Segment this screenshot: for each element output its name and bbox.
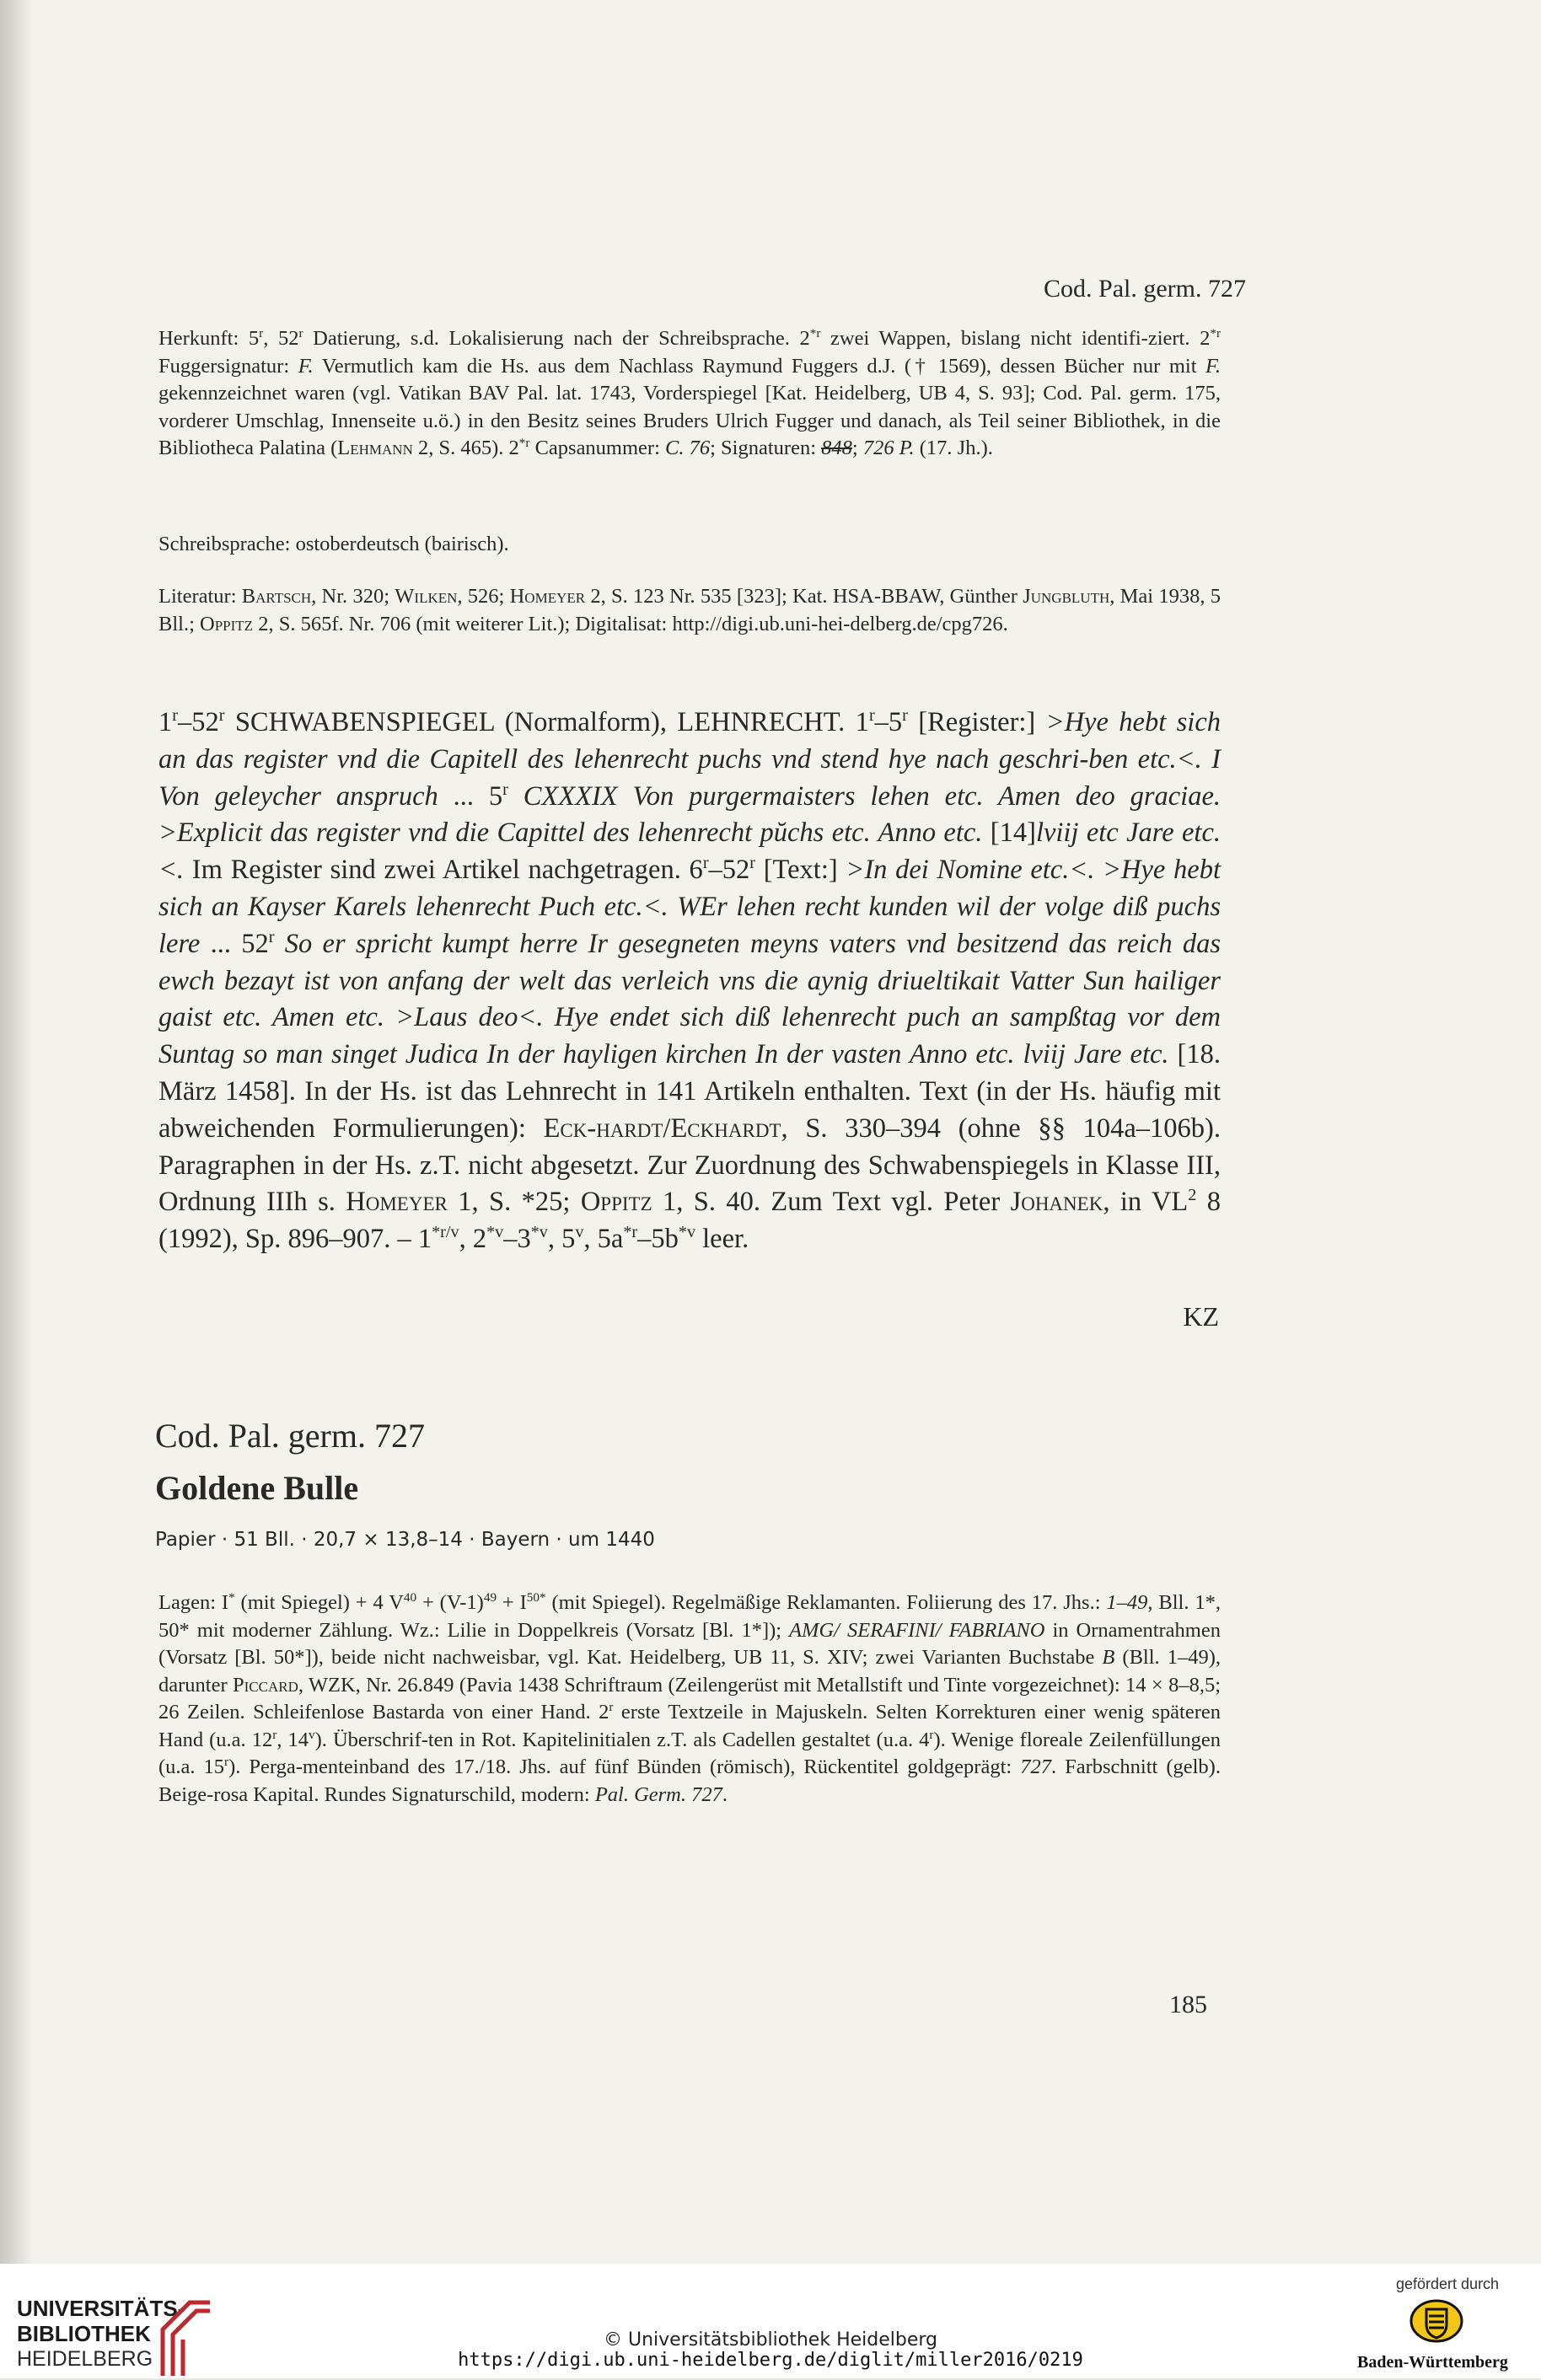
literature-paragraph: Literatur: Bartsch, Nr. 320; Wilken, 526; Homeyer 2, S. 123 Nr. 535 [323]; Kat. HSA-BBAW, Günther Jungbluth, Mai 1938, 5 Bll.; Oppitz 2, S. 565f. Nr. 706 (mit weiterer Lit.); Digitalisat: http://digi.ub.uni-hei-delberg.de/cpg726. <box>158 585 1222 635</box>
author-initials: KZ <box>1183 1301 1219 1332</box>
entry-physical-description: Papier · 51 Bll. · 20,7 × 13,8–14 · Bayern · um 1440 <box>155 1529 655 1551</box>
provenance-paragraph: Herkunft: 5$^r$, 52$^r$ Datierung, s.d. Lokalisierung nach der Schreibsprache. 2$^{*r}$ zwei Wappen, bislang nicht identifi-ziert. 2$^{*r}$ Fuggersignatur: F. Vermutlich kam die Hs. aus dem Nachlass Raymund Fuggers d.J. († 1569), dessen Bücher nur mit F. gekennzeichnet waren (vgl. Vatikan BAV Pal. lat. 1743, Vorderspiegel [Kat. Heidelberg, UB 4, S. 93]; Cod. Pal. germ. 175, vorderer Umschlag, Innenseite u.ö.) in den Besitz seines Bruders Ulrich Fugger und danach, als Teil seiner Bibliothek, in die Bibliotheca Palatina (Lehmann 2, S. 465). 2$^{*r}$ Capsanummer: C. 76; Signaturen: 848; 726 P. (17. Jh.). <box>158 325 1222 459</box>
codicology-paragraph: Lagen: I* (mit Spiegel) + 4 $V^{40} + (V-1)^{49} + I^{50*}$ (mit Spiegel). Regelmäßige Reklamanten. Foliierung des 17. Jhs.: 1–49, Bll. 1*, 50* mit moderner Zählung. Wz.: Lilie in Doppelkreis (Vorsatz [Bl. 1*]); AMG/ SERAFINI/ FABRIANO in Ornamentrahmen (Vorsatz [Bl. 50*]), beide nicht nachweisbar, vgl. Kat. Heidelberg, UB 11, S. XIV; zwei Varianten Buchstabe B (Bll. 1–49), darunter Piccard, WZK, Nr. 26.849 (Pavia 1438 Schriftraum (Zeilengerüst mit Metallstift und Tinte vorgezeichnet): 14 × 8–8,5; 26 Zeilen. Schleifenlose Bastarda von einer Hand. 2$^r$ erste Textzeile in Majuskeln. Selten Korrekturen einer wenig späteren Hand (u.a. 12$^r$, 14$^v$). Überschrif-ten in Rot. Kapitelinitialen z.T. als Cadellen gestaltet (u.a. 4$^r$). Wenige floreale Zeilenfüllungen (u.a. 15$^r$). Perga-menteinband des 17./18. Jhs. auf fünf Bünden (römisch), Rückentitel goldgeprägt: 727. Farbschnitt (gelb). Beige-rosa Kapital. Rundes Signaturschild, modern: Pal. Germ. 727. <box>158 1589 1222 1806</box>
page-number: 185 <box>1169 1991 1207 2018</box>
entry-shelfmark: Cod. Pal. germ. 727 <box>155 1417 425 1455</box>
language-paragraph: Schreibsprache: ostoberdeutsch (bairisch). <box>158 533 509 555</box>
copyright-notice: © Universitätsbibliothek Heidelberg <box>603 2329 937 2351</box>
entry-title: Goldene Bulle <box>155 1469 359 1507</box>
funder-name: Baden-Württemberg <box>1357 2353 1508 2372</box>
page-gutter-shadow <box>0 0 34 2264</box>
logo-line-1: UNIVERSITÄTS- <box>17 2296 185 2321</box>
permalink-url[interactable]: https://digi.ub.uni-heidelberg.de/diglit/miller2016/0219 <box>458 2350 1083 2371</box>
baden-wuerttemberg-coat-of-arms-icon[interactable] <box>1403 2294 1470 2348</box>
funded-by-label: gefördert durch <box>1396 2275 1500 2292</box>
logo-line-3: HEIDELBERG <box>17 2347 153 2371</box>
logo-line-2: BIBLIOTHEK <box>17 2321 151 2346</box>
running-head: Cod. Pal. germ. 727 <box>1044 275 1246 303</box>
content-paragraph: 1$^r$–52$^r$ SCHWABENSPIEGEL (Normalform), LEHNRECHT. 1$^r$–5$^r$ [Register:] >Hye hebt sich an das register vnd die Capitell des lehenrecht puchs vnd stend hye nach geschri-ben etc.<. I Von geleycher anspruch ... 5$^r$ CXXXIX Von purgermaisters lehen etc. Amen deo graciae. >Explicit das register vnd die Capittel des lehenrecht pŭchs etc. Anno etc. [14]lviij etc Jare etc.<. Im Register sind zwei Artikel nachgetragen. 6$^r$–52$^r$ [Text:] >In dei Nomine etc.<. >Hye hebt sich an Kayser Karels lehenrecht Puch etc.<. WEr lehen recht kunden wil der volge diß puchs lere ... 52$^r$ So er spricht kumpt herre Ir gesegneten meyns vaters vnd besitzend das reich das ewch bezayt ist von anfang der welt das verleich vns die aynig driueltikait Vatter Sun hailiger gaist etc. Amen etc. >Laus deo<. Hye endet sich diß lehenrecht puch an sampßtag vor dem Suntag so man singet Judica In der hayligen kirchen In der vasten Anno etc. lviij Jare etc. [18. März 1458]. In der Hs. ist das Lehnrecht in 141 Artikeln enthalten. Text (in der Hs. häufig mit abweichenden Formulierungen): Eck-hardt/Eckhardt, S. 330–394 (ohne §§ 104a–106b). Paragraphen in der Hs. z.T. nicht abgesetzt. Zur Zuordnung des Schwabenspiegels in Klasse III, Ordnung IIIh s. Homeyer 1, S. *25; Oppitz 1, S. 40. Zum Text vgl. Peter Johanek, in $VL^2$ 8 (1992), Sp. 896–907. – $1^{*r/v}$, 2$^{*v}$–3$^{*v}$, 5$^v$, $5a^{*r}-5b^{*v}$ leer. <box>158 706 1222 1255</box>
viewer-footer <box>0 2264 1541 2378</box>
